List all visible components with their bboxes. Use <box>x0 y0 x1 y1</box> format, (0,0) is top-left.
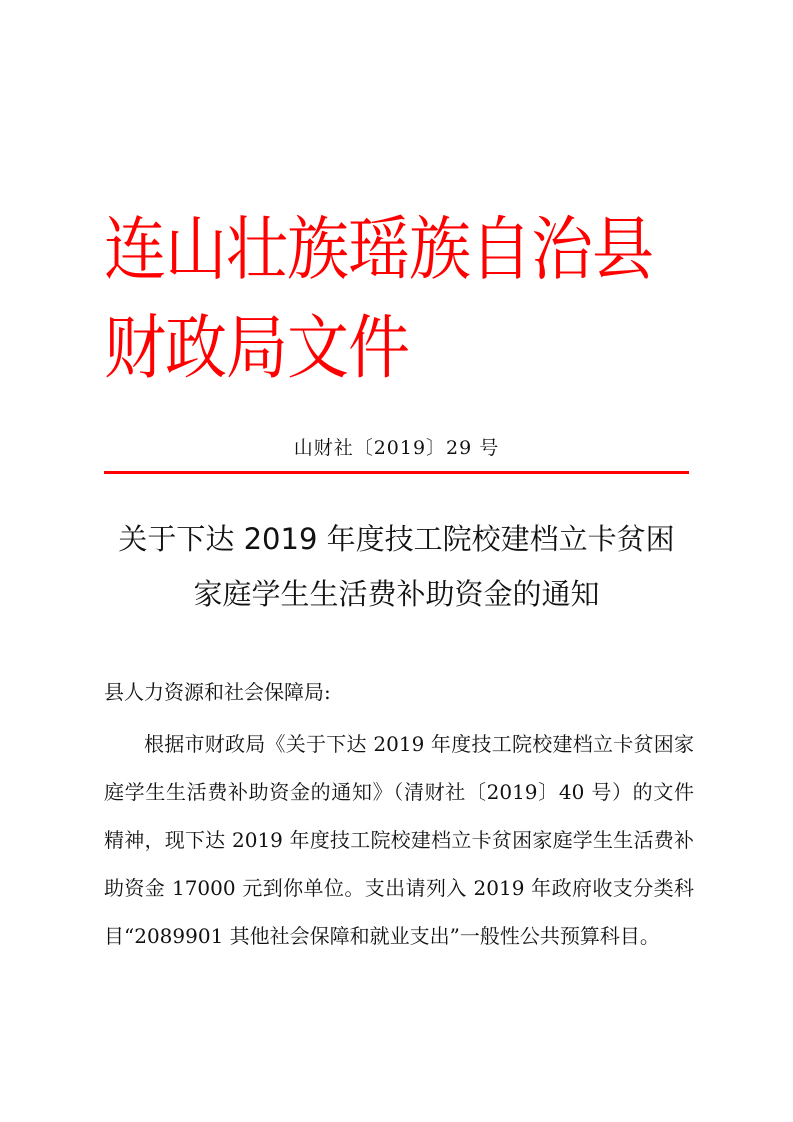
notice-title <box>0 512 793 622</box>
addressee: 县人力资源和社会保障局: <box>104 680 331 704</box>
notice-title-line-1: 关于下达 2019 年度技工院校建档立卡贫困 <box>118 522 675 556</box>
notice-title-line-2: 家庭学生生活费补助资金的通知 <box>193 577 600 611</box>
body-paragraph: 根据市财政局《关于下达 2019 年度技工院校建档立卡贫困家庭学生生活费补助资金的通知》（清财社〔2019〕40 号）的文件精神，现下达 2019 年度技工院校建档立卡贫困家庭学生生活费补助资金 17000 元到你单位。支出请列入 2019 年政府收支分类科目“2089901 其他社会保障和就业支出”一般性公共预算科目。 <box>104 732 694 948</box>
red-divider-line <box>104 471 689 474</box>
issuer-header-title: 连山壮族瑶族自治县财政局文件 <box>104 207 654 389</box>
document-number: 山财社〔2019〕29 号 <box>293 437 500 459</box>
